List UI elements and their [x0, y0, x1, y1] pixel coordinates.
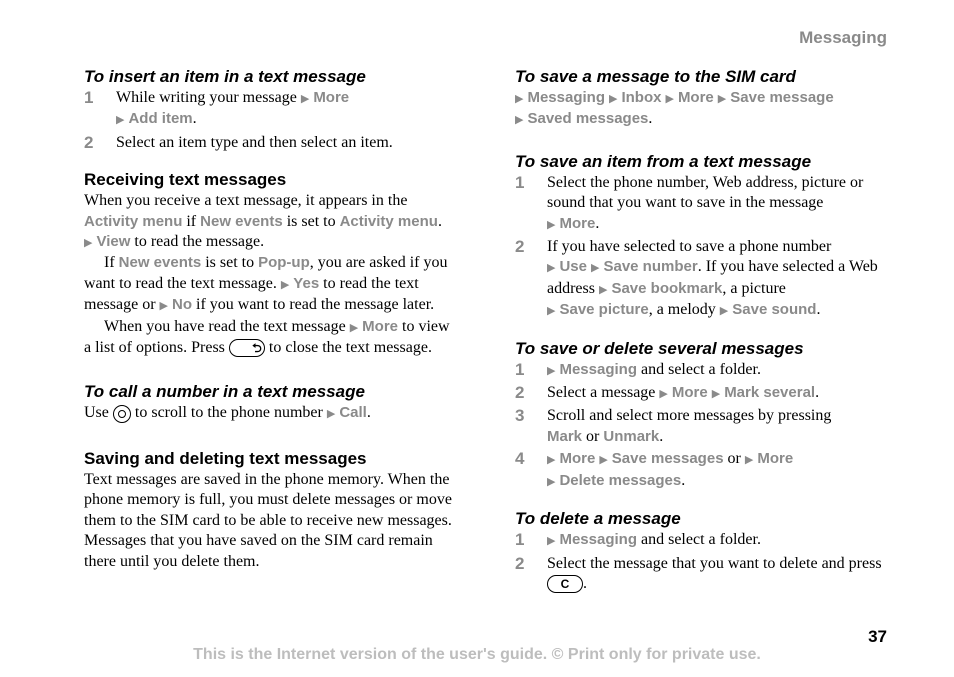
step-number: 3	[515, 406, 525, 426]
punct: .	[815, 384, 820, 402]
paragraph-save-sim	[515, 88, 895, 131]
section-header: Messaging	[799, 28, 887, 47]
step-text: Select a message	[547, 384, 656, 402]
step-save-item-1	[515, 173, 895, 235]
arrow-icon: ▶	[515, 93, 524, 105]
arrow-icon: ▶	[349, 321, 359, 334]
menu-more: More	[559, 214, 596, 232]
heading-receiving: Receiving text messages	[84, 170, 287, 190]
step-text: Select the phone number, Web address, picture or sound that you want to save in the message	[547, 173, 864, 212]
heading-saving-deleting: Saving and deleting text messages	[84, 448, 367, 468]
arrow-icon: ▶	[326, 408, 336, 421]
menu-mark-several: Mark several	[724, 384, 816, 402]
menu-messaging: Messaging	[559, 531, 637, 549]
menu-messaging: Messaging	[559, 360, 637, 378]
punct: .	[366, 404, 371, 422]
menu-new-events: New events	[118, 254, 202, 272]
arrow-icon: ▶	[598, 283, 608, 296]
punct: .	[595, 214, 600, 232]
text: If	[104, 254, 115, 272]
text: When you have read the text message	[104, 317, 346, 335]
arrow-icon: ▶	[717, 93, 727, 105]
menu-more: More	[757, 450, 794, 468]
text: , you are asked if you want to read the text message.	[84, 254, 448, 292]
arrow-icon: ▶	[744, 454, 754, 467]
step-text: If you have selected to save a phone number	[547, 238, 832, 256]
arrow-icon: ▶	[547, 475, 556, 488]
menu-no: No	[172, 296, 192, 314]
arrow-icon: ▶	[515, 114, 524, 127]
menu-view: View	[96, 233, 131, 251]
joystick-icon	[113, 405, 131, 423]
step-several-4	[515, 449, 895, 492]
text: , a melody	[648, 301, 716, 319]
arrow-icon: ▶	[591, 262, 600, 275]
heading-call-number: To call a number in a text message	[84, 382, 365, 402]
menu-save-number: Save number	[603, 258, 698, 276]
text: if you want to read the message later.	[196, 296, 435, 314]
menu-more: More	[559, 450, 596, 468]
text: When you receive a text message, it appears in the	[84, 192, 408, 210]
back-key-icon: ⮌	[229, 339, 265, 357]
menu-save-messages: Save messages	[611, 450, 724, 468]
text: to view a list of options. Press	[84, 317, 450, 357]
text: . If you have selected a Web address	[547, 258, 878, 297]
paragraph-saving: Text messages are saved in the phone memory. When the phone memory is full, you must delete messages or move them to the SIM card to be able to receive new messages. Messages that you have saved on the SIM card remain there until you delete them.	[84, 470, 452, 570]
menu-unmark: Unmark	[603, 427, 660, 445]
arrow-icon: ▶	[547, 262, 556, 275]
arrow-icon: ▶	[659, 388, 668, 401]
text: to read the text message or	[84, 274, 419, 314]
menu-activity-menu: Activity menu	[339, 212, 438, 230]
paragraph-receiving-3	[84, 317, 459, 359]
arrow-icon: ▶	[547, 364, 556, 377]
step-insert-2	[84, 133, 459, 153]
step-number: 1	[84, 88, 94, 107]
step-several-3	[515, 406, 895, 447]
paragraph-call	[84, 403, 459, 424]
heading-save-sim: To save a message to the SIM card	[515, 67, 796, 86]
clear-key-icon: C	[547, 575, 583, 593]
punct: .	[192, 110, 197, 128]
punct: .	[583, 574, 587, 592]
arrow-icon: ▶	[300, 93, 310, 105]
menu-mark: Mark	[547, 427, 583, 445]
step-delete-2	[515, 554, 895, 595]
left-column	[84, 66, 459, 572]
arrow-icon: ▶	[159, 300, 168, 313]
text: to read the message.	[134, 233, 265, 251]
text: to close the text message.	[268, 339, 432, 357]
arrow-icon: ▶	[116, 114, 125, 127]
step-number: 2	[515, 553, 525, 573]
text: or	[586, 427, 600, 445]
punct: .	[648, 110, 653, 128]
arrow-icon: ▶	[547, 454, 556, 467]
footer-disclaimer: This is the Internet version of the user's guide. © Print only for private use.	[193, 646, 761, 663]
punct: .	[437, 212, 442, 230]
step-number: 2	[84, 132, 94, 152]
menu-more: More	[677, 89, 714, 106]
step-several-1	[515, 360, 895, 381]
heading-insert-item: To insert an item in a text message	[84, 67, 366, 86]
step-text: Select an item type and then select an item.	[116, 133, 393, 151]
arrow-icon: ▶	[547, 535, 556, 548]
step-save-item-2	[515, 237, 895, 322]
step-number: 1	[515, 172, 525, 192]
right-column	[515, 66, 895, 596]
menu-delete-messages: Delete messages	[559, 471, 682, 489]
step-number: 4	[515, 449, 525, 469]
paragraph-receiving-2	[84, 253, 459, 316]
menu-saved-messages: Saved messages	[527, 110, 649, 128]
text: or	[727, 450, 741, 468]
menu-save-picture: Save picture	[559, 301, 649, 319]
text: is set to	[205, 254, 255, 272]
text: if	[186, 212, 197, 230]
punct: .	[659, 427, 664, 445]
menu-more: More	[313, 89, 350, 106]
page-number: 37	[868, 627, 887, 646]
step-several-2	[515, 383, 895, 404]
step-text: and select a folder.	[641, 531, 761, 549]
menu-more: More	[362, 317, 398, 335]
text: Use	[84, 404, 109, 422]
step-number: 2	[515, 237, 525, 257]
menu-save-sound: Save sound	[732, 301, 817, 319]
arrow-icon: ▶	[719, 305, 729, 318]
step-delete-1	[515, 530, 895, 551]
arrow-icon: ▶	[609, 93, 618, 105]
heading-save-item: To save an item from a text message	[515, 151, 812, 171]
step-text: While writing your message	[116, 89, 297, 106]
arrow-icon: ▶	[665, 93, 674, 105]
menu-save-message: Save message	[730, 89, 834, 106]
menu-add-item: Add item	[128, 110, 193, 128]
arrow-icon: ▶	[599, 454, 608, 467]
step-number: 1	[515, 359, 525, 379]
arrow-icon: ▶	[711, 388, 721, 401]
arrow-icon: ▶	[547, 305, 556, 318]
text: is set to	[286, 212, 336, 230]
step-text: and select a folder.	[641, 360, 761, 378]
text: , a picture	[722, 279, 786, 297]
menu-save-bookmark: Save bookmark	[611, 279, 723, 297]
menu-yes: Yes	[293, 274, 320, 292]
menu-pop-up: Pop-up	[258, 254, 310, 272]
text: to scroll to the phone number	[134, 404, 323, 422]
punct: .	[816, 301, 821, 319]
menu-inbox: Inbox	[621, 89, 662, 106]
step-number: 1	[515, 530, 525, 550]
menu-activity-menu: Activity menu	[84, 212, 183, 230]
menu-call: Call	[339, 404, 367, 422]
menu-more: More	[671, 384, 708, 402]
paragraph-receiving-1	[84, 191, 459, 253]
arrow-icon: ▶	[547, 218, 556, 231]
menu-messaging: Messaging	[527, 89, 605, 106]
menu-new-events: New events	[200, 212, 283, 230]
arrow-icon: ▶	[84, 237, 93, 250]
step-text: Select the message that you want to delete and press	[547, 554, 882, 572]
step-insert-1	[84, 88, 459, 131]
punct: .	[681, 471, 686, 489]
step-text: Scroll and select more messages by pressing	[547, 407, 832, 425]
heading-delete-message: To delete a message	[515, 509, 681, 529]
heading-save-delete-several: To save or delete several messages	[515, 338, 804, 358]
menu-use: Use	[559, 258, 587, 276]
step-number: 2	[515, 383, 525, 403]
arrow-icon: ▶	[280, 278, 290, 291]
